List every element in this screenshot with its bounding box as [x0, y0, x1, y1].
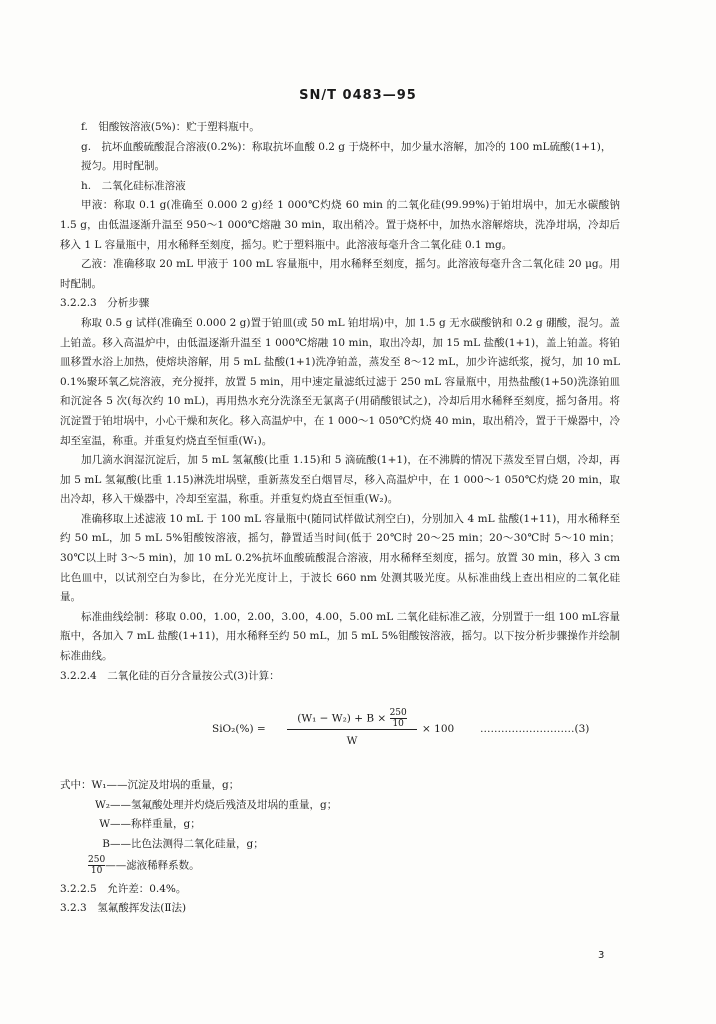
document-body [60, 118, 620, 919]
paragraph-solution-b: 乙液：准确移取 20 mL 甲液于 100 mL 容量瓶中，用水稀释至刻度，摇匀。此溶液每毫升含二氧化硅 20 μg。用时配制。 [60, 258, 620, 290]
legend-dilution-fraction: $\frac{250}{10}$ [88, 854, 106, 876]
standard-header: SN/T 0483—95 [299, 88, 417, 103]
formula-legend [60, 776, 620, 875]
paragraph-standard-curve: 标准曲线绘制：移取 0.00，1.00，2.00，3.00，4.00，5.00 mL 二氧化硅标准乙液，分别置于一组 100 mL容量瓶中，各加入 7 mL 盐酸(1+11)，用水稀释至约 50 mL，加 5 mL 5%钼酸铵溶液，摇匀。以下按分析步骤操作并绘制标准曲线。 [60, 610, 620, 663]
paragraph-analysis-steps: 称取 0.5 g 试样(准确至 0.000 2 g)置于铂皿(或 50 mL 铂坩埚)中，加 1.5 g 无水碳酸钠和 0.2 g 硼酸，混匀。盖上铂盖。移入高温炉中，由低温逐渐升温至 1 000℃熔融 10 min，取出冷却，加 15 mL 盐酸(1+1)，盖上铂盖。将铂皿移置水浴上加热，使熔块溶解，用 5 mL 盐酸(1+1)洗净铂盖，蒸发至 8～12 mL，加少许滤纸浆，搅匀，加 10 mL 0.1%聚环氧乙烷溶液，充分搅拌，放置 5 min，用中速定量滤纸过滤于 250 mL 容量瓶中，用热盐酸(1+50)洗涤铂皿和沉淀各 5 次(每次约 10 mL)，再用热水充分洗涤至无氯离子(用硝酸银试之)，冷却后用水稀释至刻度，摇匀备用。将沉淀置于铂坩埚中，小心干燥和灰化。移入高温炉中，在 1 000～1 050℃灼烧 40 min，取出稍冷，置于干燥器中，冷却至室温，称重。并重复灼烧直至恒重(W₁)。 [60, 316, 620, 447]
paragraph-hf-treatment: 加几滴水润湿沉淀后，加 5 mL 氢氟酸(比重 1.15)和 5 滴硫酸(1+1)，在不沸腾的情况下蒸发至冒白烟，冷却，再加 5 mL 氢氟酸(比重 1.15)淋洗坩埚壁，重新蒸发至白烟冒尽，移入高温炉中，在 1 000～1 050℃灼烧 20 min，取出冷却，移入干燥器中，冷却至室温，称重。并重复灼烧直至恒重(W₂)。 [60, 454, 620, 506]
page-number: 3 [598, 950, 605, 961]
section-3-2-2-4: 3.2.2.4 二氧化硅的百分含量按公式(3)计算： [60, 669, 280, 682]
paragraph-solution-a: 甲液：称取 0.1 g(准确至 0.000 2 g)经 1 000℃灼烧 60 min 的二氧化硅(99.99%)于铂坩埚中，加无水碳酸钠 1.5 g，由低温逐渐升温至 950～1 000℃熔融 30 min，取出稍冷。置于烧杯中，加热水溶解熔块，洗净坩埚，冷却后移入 1 L 容量瓶中，用水稀释至刻度，摇匀。贮于塑料瓶中。此溶液每毫升含二氧化硅 0.1 mg。 [60, 199, 620, 251]
section-3-2-2-5: 3.2.2.5 允许差：0.4%。 [60, 882, 187, 895]
formula-lhs: SiO₂(%) = [212, 723, 266, 736]
formula-fraction [287, 708, 417, 752]
formula-3 [60, 708, 620, 754]
item-f: f. 钼酸铵溶液(5%)：贮于塑料瓶中。 [81, 121, 260, 133]
formula-times-100: × 100 [422, 723, 455, 736]
section-3-2-2-3: 3.2.2.3 分析步骤 [60, 297, 150, 310]
item-g: g. 抗坏血酸硫酸混合溶液(0.2%)：称取抗坏血酸 0.2 g 于烧杯中，加少量水溶解，加冷的 100 mL硫酸(1+1)，搅匀。用时配制。 [81, 140, 612, 173]
legend-dilution: $\frac{250}{10}$ ——滤液稀释系数。 [88, 854, 200, 876]
formula-denominator: W [346, 735, 358, 748]
item-h: h. 二氧化硅标准溶液 [81, 179, 186, 192]
legend-w1: 式中：W₁——沉淀及坩埚的重量，g； [60, 779, 240, 792]
formula-dilution-fraction: $\frac{250}{10}$ [389, 708, 407, 730]
paragraph-colorimetry: 准确移取上述滤液 10 mL 于 100 mL 容量瓶中(随同试样做试剂空白)，分别加入 4 mL 盐酸(1+11)，用水稀释至约 50 mL，加 5 mL 5%钼酸铵溶液，摇匀，静置适当时间(低于 20℃时 20～25 min；20～30℃时 5～10 min；30℃以上时 3～5 min)，加 10 mL 0.2%抗坏血酸硫酸混合溶液，用水稀释至刻度，摇匀。放置 30 min，移入 3 cm 比色皿中，以试剂空白为参比，在分光光度计上，于波长 660 nm 处测其吸光度。从标准曲线上查出相应的二氧化硅量。 [60, 512, 620, 604]
formula-numerator: (W₁ − W₂) + B × $\frac{250}{10}$ [287, 708, 417, 730]
legend-w: W——称样重量，g； [99, 818, 201, 831]
formula-equation-number: ………………………(3) [480, 723, 590, 736]
legend-w2: W₂——氢氟酸处理并灼烧后残渣及坩埚的重量，g； [94, 798, 338, 811]
legend-b: B——比色法测得二氧化硅量，g； [102, 838, 264, 850]
section-3-2-3: 3.2.3 氢氟酸挥发法(Ⅱ法) [60, 902, 187, 915]
